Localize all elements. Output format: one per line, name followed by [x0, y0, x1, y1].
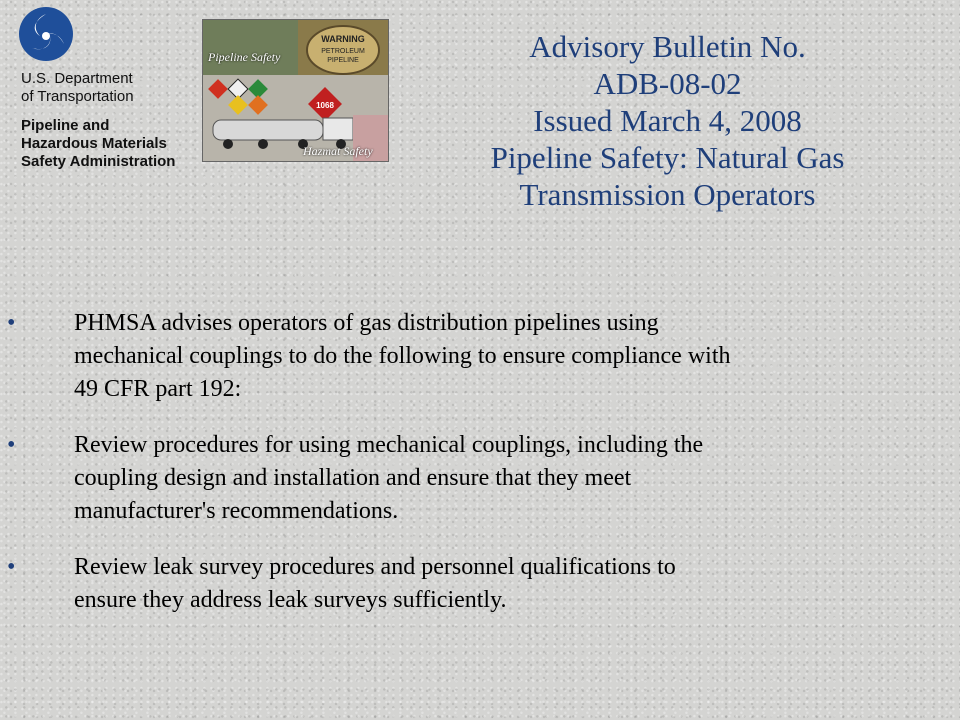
bullet-marker: •: [7, 432, 16, 458]
agency-department: [21, 70, 201, 106]
bullet-line: ensure they address leak surveys sufficiently.: [74, 587, 507, 613]
collage-sign-text: PETROLEUM: [321, 48, 365, 55]
agency-name-line: Safety Administration: [21, 153, 176, 170]
agency-name-line: Hazardous Materials: [21, 135, 167, 152]
agency-department-line: of Transportation: [21, 88, 134, 105]
title-line: Advisory Bulletin No.: [529, 29, 806, 64]
bullet-marker: •: [7, 310, 16, 336]
collage-label-hazmat-safety: Hazmat Safety: [303, 144, 373, 158]
slide-title: [395, 28, 940, 213]
bullet-text: [74, 307, 952, 406]
bullet-marker: •: [7, 554, 16, 580]
bullet-line: Review procedures for using mechanical couplings, including the: [74, 432, 704, 458]
agency-name: [21, 117, 211, 171]
bullet-text: [74, 429, 952, 528]
collage-placard-number: 1068: [316, 101, 334, 110]
dot-triskelion-logo-icon: [18, 6, 74, 62]
bullet-line: manufacturer's recommendations.: [74, 498, 399, 524]
bullet-line: PHMSA advises operators of gas distribution pipelines using: [74, 310, 659, 336]
agency-logo-block: [18, 6, 203, 186]
title-line: Pipeline Safety: Natural Gas: [490, 140, 845, 175]
collage-sign-text: WARNING: [321, 34, 365, 44]
agency-name-line: Pipeline and: [21, 117, 110, 134]
bullet-text: [74, 551, 952, 617]
bullet-line: mechanical couplings to do the following to ensure compliance with: [74, 343, 731, 369]
bullet-line: Review leak survey procedures and personnel qualifications to: [74, 554, 676, 580]
pipeline-hazmat-collage-image: [202, 19, 389, 162]
title-line: Transmission Operators: [519, 177, 816, 212]
bullet-line: 49 CFR part 192:: [74, 376, 242, 402]
collage-label-pipeline-safety: Pipeline Safety: [208, 50, 281, 64]
title-line: Issued March 4, 2008: [533, 103, 802, 138]
bullet-line: coupling design and installation and ensure that they meet: [74, 465, 632, 491]
agency-department-line: U.S. Department: [21, 70, 133, 87]
title-line: ADB-08-02: [593, 66, 742, 101]
collage-sign-text: PIPELINE: [327, 57, 359, 64]
collage-artwork: [203, 20, 388, 161]
